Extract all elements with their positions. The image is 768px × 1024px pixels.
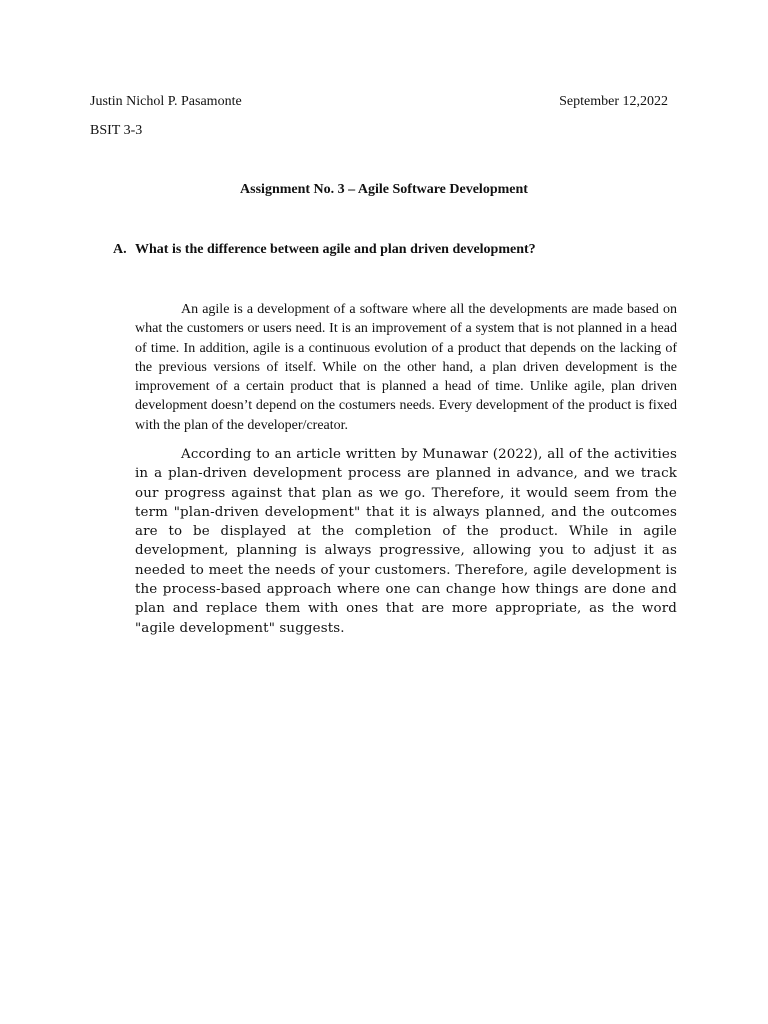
document-header [90, 93, 668, 111]
class-section: BSIT 3-3 [90, 123, 143, 138]
answer-paragraph-2: According to an article written by Munawar (2022), all of the activities in a plan-driven development process are planned in advance, and we track our progress against that plan as we go. Therefore, it would seem from the term "plan-driven development" that it is always planned, and the outcomes are to be displayed at the completion of the product. While in agile development, planning is always progressive, allowing you to adjust it as needed to meet the needs of your customers. Therefore, agile development is the process-based approach where one can change how things are done and plan and replace them with ones that are more appropriate, as the word "agile development" suggests. [135, 447, 677, 636]
document-date: September 12,2022 [559, 94, 668, 109]
document-title: Assignment No. 3 – Agile Software Development [240, 182, 528, 197]
question-text: What is the difference between agile and plan driven development? [135, 242, 536, 257]
question-heading [113, 241, 536, 259]
author-name: Justin Nichol P. Pasamonte [90, 94, 242, 109]
question-marker: A. [113, 242, 127, 257]
answer-paragraph-1: An agile is a development of a software where all the developments are made based on what the customers or users need. It is an improvement of a system that is not planned in a head of time. In addition, agile is a continuous evolution of a product that depends on the lacking of the previous versions of itself. While on the other hand, a plan driven development is the improvement of a certain product that is planned a head of time. Unlike agile, plan driven development doesn’t depend on the costumers needs. Every development of the product is fixed with the plan of the developer/creator. [135, 302, 677, 433]
